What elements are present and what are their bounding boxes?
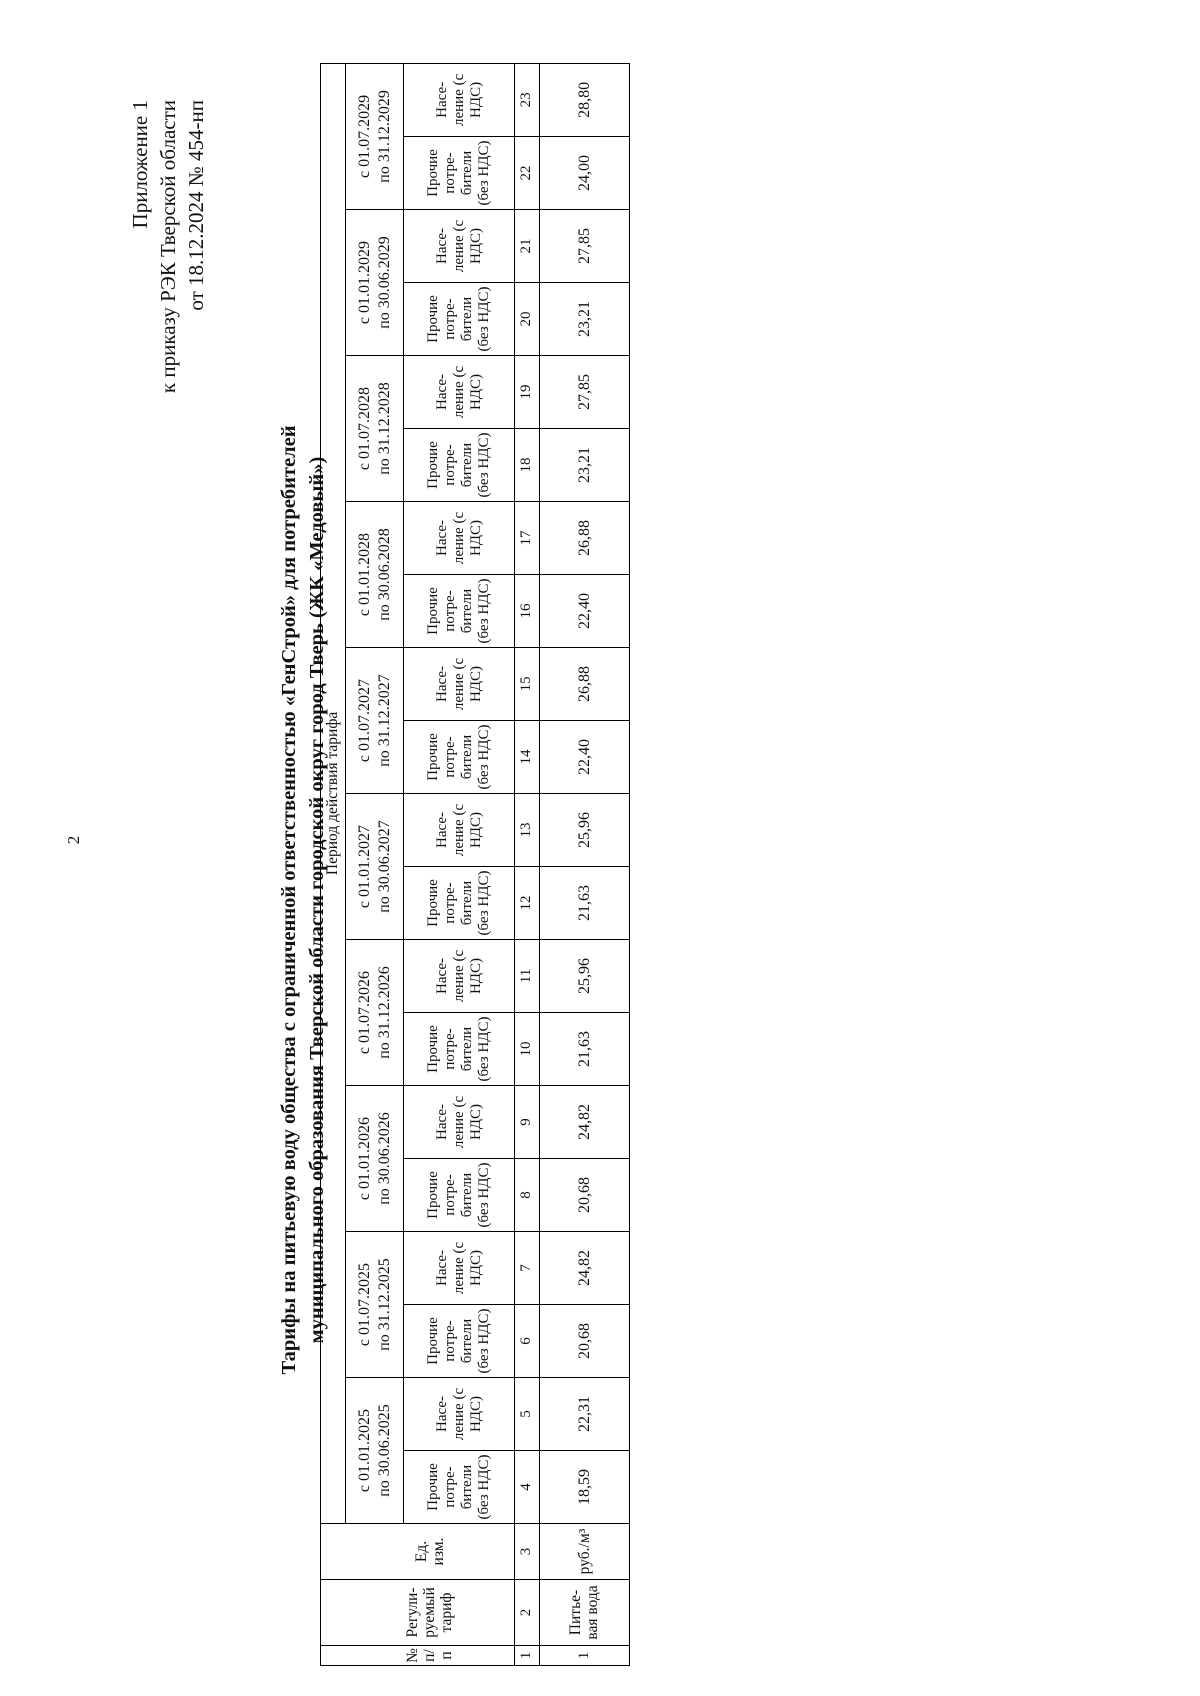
subheader-other: Прочие потре-бители (без НДС) <box>404 721 515 794</box>
row-number: 1 <box>539 1646 629 1666</box>
column-number: 9 <box>514 1086 539 1159</box>
subheader-other: Прочие потре-бители (без НДС) <box>404 137 515 210</box>
period-header: с 01.07.2026 по 31.12.2026 <box>345 940 404 1086</box>
tariff-value: 23,21 <box>539 429 629 502</box>
header-row-period <box>321 63 346 1665</box>
period-header: с 01.07.2028 по 31.12.2028 <box>345 356 404 502</box>
subheader-other: Прочие потре-бители (без НДС) <box>404 429 515 502</box>
period-header: с 01.07.2027 по 31.12.2027 <box>345 648 404 794</box>
column-number: 3 <box>514 1524 539 1580</box>
column-number: 5 <box>514 1378 539 1451</box>
subheader-other: Прочие потре-бители (без НДС) <box>404 575 515 648</box>
subheader-population: Насе-ление (с НДС) <box>404 940 515 1013</box>
period-header: с 01.01.2026 по 30.06.2026 <box>345 1086 404 1232</box>
approval-line: Приложение 1 <box>128 100 152 229</box>
tariff-value: 26,88 <box>539 502 629 575</box>
column-number: 12 <box>514 867 539 940</box>
tariff-value: 25,96 <box>539 940 629 1013</box>
subheader-population: Насе-ление (с НДС) <box>404 1232 515 1305</box>
period-header: с 01.01.2025 по 30.06.2025 <box>345 1378 404 1524</box>
tariff-value: 23,21 <box>539 283 629 356</box>
header-row-dates <box>345 63 404 1665</box>
column-number: 23 <box>514 63 539 136</box>
tariff-value: 24,82 <box>539 1232 629 1305</box>
column-number-row <box>514 63 539 1665</box>
approval-line: к приказу РЭК Тверской области <box>156 100 180 394</box>
column-number: 1 <box>514 1646 539 1666</box>
title-line: муниципального образования Тверской области городской округ город Тверь (ЖК «Медовый») <box>306 456 328 1344</box>
column-number: 13 <box>514 794 539 867</box>
header-tariff-top <box>321 1580 346 1646</box>
tariff-value: 18,59 <box>539 1451 629 1524</box>
tariff-value: 21,63 <box>539 1013 629 1086</box>
subheader-population: Насе-ление (с НДС) <box>404 648 515 721</box>
header-period: Период действия тарифа <box>321 63 346 1523</box>
tariff-value: 26,88 <box>539 648 629 721</box>
column-number: 11 <box>514 940 539 1013</box>
tariff-value: 24,00 <box>539 137 629 210</box>
column-number: 4 <box>514 1451 539 1524</box>
header-num: № п/п <box>345 1646 514 1666</box>
column-number: 19 <box>514 356 539 429</box>
subheader-population: Насе-ление (с НДС) <box>404 63 515 136</box>
period-header: с 01.01.2027 по 30.06.2027 <box>345 794 404 940</box>
tariff-table-container <box>320 66 630 1666</box>
tariff-table <box>320 63 630 1666</box>
column-number: 17 <box>514 502 539 575</box>
column-number: 6 <box>514 1305 539 1378</box>
subheader-other: Прочие потре-бители (без НДС) <box>404 1159 515 1232</box>
period-header: с 01.01.2028 по 30.06.2028 <box>345 502 404 648</box>
column-number: 15 <box>514 648 539 721</box>
header-num-top <box>321 1646 346 1666</box>
tariff-value: 21,63 <box>539 867 629 940</box>
subheader-other: Прочие потре-бители (без НДС) <box>404 867 515 940</box>
column-number: 21 <box>514 210 539 283</box>
subheader-other: Прочие потре-бители (без НДС) <box>404 1013 515 1086</box>
table-row <box>539 63 629 1665</box>
subheader-population: Насе-ление (с НДС) <box>404 356 515 429</box>
approval-line: от 18.12.2024 № 454-нп <box>184 100 208 311</box>
subheader-population: Насе-ление (с НДС) <box>404 210 515 283</box>
page-number: 2 <box>64 835 83 845</box>
tariff-value: 28,80 <box>539 63 629 136</box>
column-number: 14 <box>514 721 539 794</box>
period-header: с 01.07.2025 по 31.12.2025 <box>345 1232 404 1378</box>
subheader-population: Насе-ление (с НДС) <box>404 1378 515 1451</box>
header-row-consumers <box>404 63 515 1665</box>
period-header: с 01.07.2029 по 31.12.2029 <box>345 63 404 209</box>
column-number: 8 <box>514 1159 539 1232</box>
tariff-value: 25,96 <box>539 794 629 867</box>
tariff-value: 27,85 <box>539 210 629 283</box>
subheader-population: Насе-ление (с НДС) <box>404 794 515 867</box>
column-number: 2 <box>514 1580 539 1646</box>
tariff-value: 20,68 <box>539 1305 629 1378</box>
tariff-value: 22,40 <box>539 721 629 794</box>
tariff-value: 22,40 <box>539 575 629 648</box>
subheader-other: Прочие потре-бители (без НДС) <box>404 1451 515 1524</box>
header-unit-top <box>321 1524 346 1580</box>
column-number: 18 <box>514 429 539 502</box>
title-line: Тарифы на питьевую воду общества с ограниченной ответственностью «ГенСтрой» для потребителей <box>278 425 300 1375</box>
tariff-value: 20,68 <box>539 1159 629 1232</box>
tariff-value: 22,31 <box>539 1378 629 1451</box>
header-unit: Ед. изм. <box>345 1524 514 1580</box>
column-number: 22 <box>514 137 539 210</box>
header-tariff: Регули-руемый тариф <box>345 1580 514 1646</box>
column-number: 16 <box>514 575 539 648</box>
unit-cell: руб./м³ <box>539 1524 629 1580</box>
approval-block <box>126 100 210 560</box>
subheader-other: Прочие потре-бители (без НДС) <box>404 283 515 356</box>
tariff-value: 27,85 <box>539 356 629 429</box>
column-number: 10 <box>514 1013 539 1086</box>
column-number: 20 <box>514 283 539 356</box>
subheader-population: Насе-ление (с НДС) <box>404 502 515 575</box>
subheader-population: Насе-ление (с НДС) <box>404 1086 515 1159</box>
column-number: 7 <box>514 1232 539 1305</box>
tariff-name: Питье-вая вода <box>539 1580 629 1646</box>
period-header: с 01.01.2029 по 30.06.2029 <box>345 210 404 356</box>
subheader-other: Прочие потре-бители (без НДС) <box>404 1305 515 1378</box>
tariff-value: 24,82 <box>539 1086 629 1159</box>
